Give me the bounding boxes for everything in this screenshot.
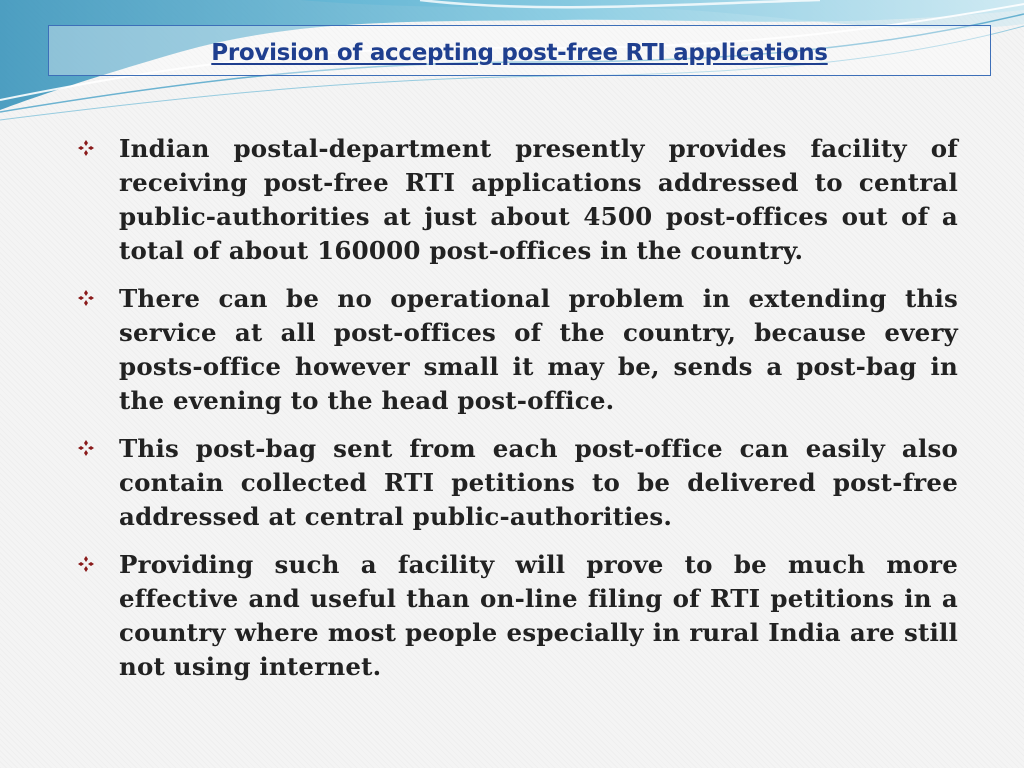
bullet-item (76, 548, 958, 684)
bullet-text: This post-bag sent from each post-office can easily also contain collected RTI petitions to be delivered post-free addressed at central public-authorities. (119, 434, 958, 531)
bullet-item (76, 432, 958, 534)
diamond-bullet-icon (78, 556, 94, 572)
bullet-item (76, 132, 958, 268)
bullet-text: There can be no operational problem in extending this service at all post-offices of the country, because every posts-office however small it may be, sends a post-bag in the evening to the head post-office. (119, 284, 958, 415)
bullet-item (76, 282, 958, 418)
diamond-bullet-icon (78, 440, 94, 456)
diamond-bullet-icon (78, 290, 94, 306)
diamond-bullet-icon (78, 140, 94, 156)
title-box (48, 25, 991, 76)
bullet-text: Providing such a facility will prove to be much more effective and useful than on-line filing of RTI petitions in a country where most people especially in rural India are still not using internet. (119, 550, 958, 681)
slide-title: Provision of accepting post-free RTI applications (211, 40, 828, 66)
bullet-list (76, 132, 958, 698)
bullet-text: Indian postal-department presently provides facility of receiving post-free RTI applications addressed to central public-authorities at just about 4500 post-offices out of a total of about 160000 post-offices in the country. (119, 134, 958, 265)
